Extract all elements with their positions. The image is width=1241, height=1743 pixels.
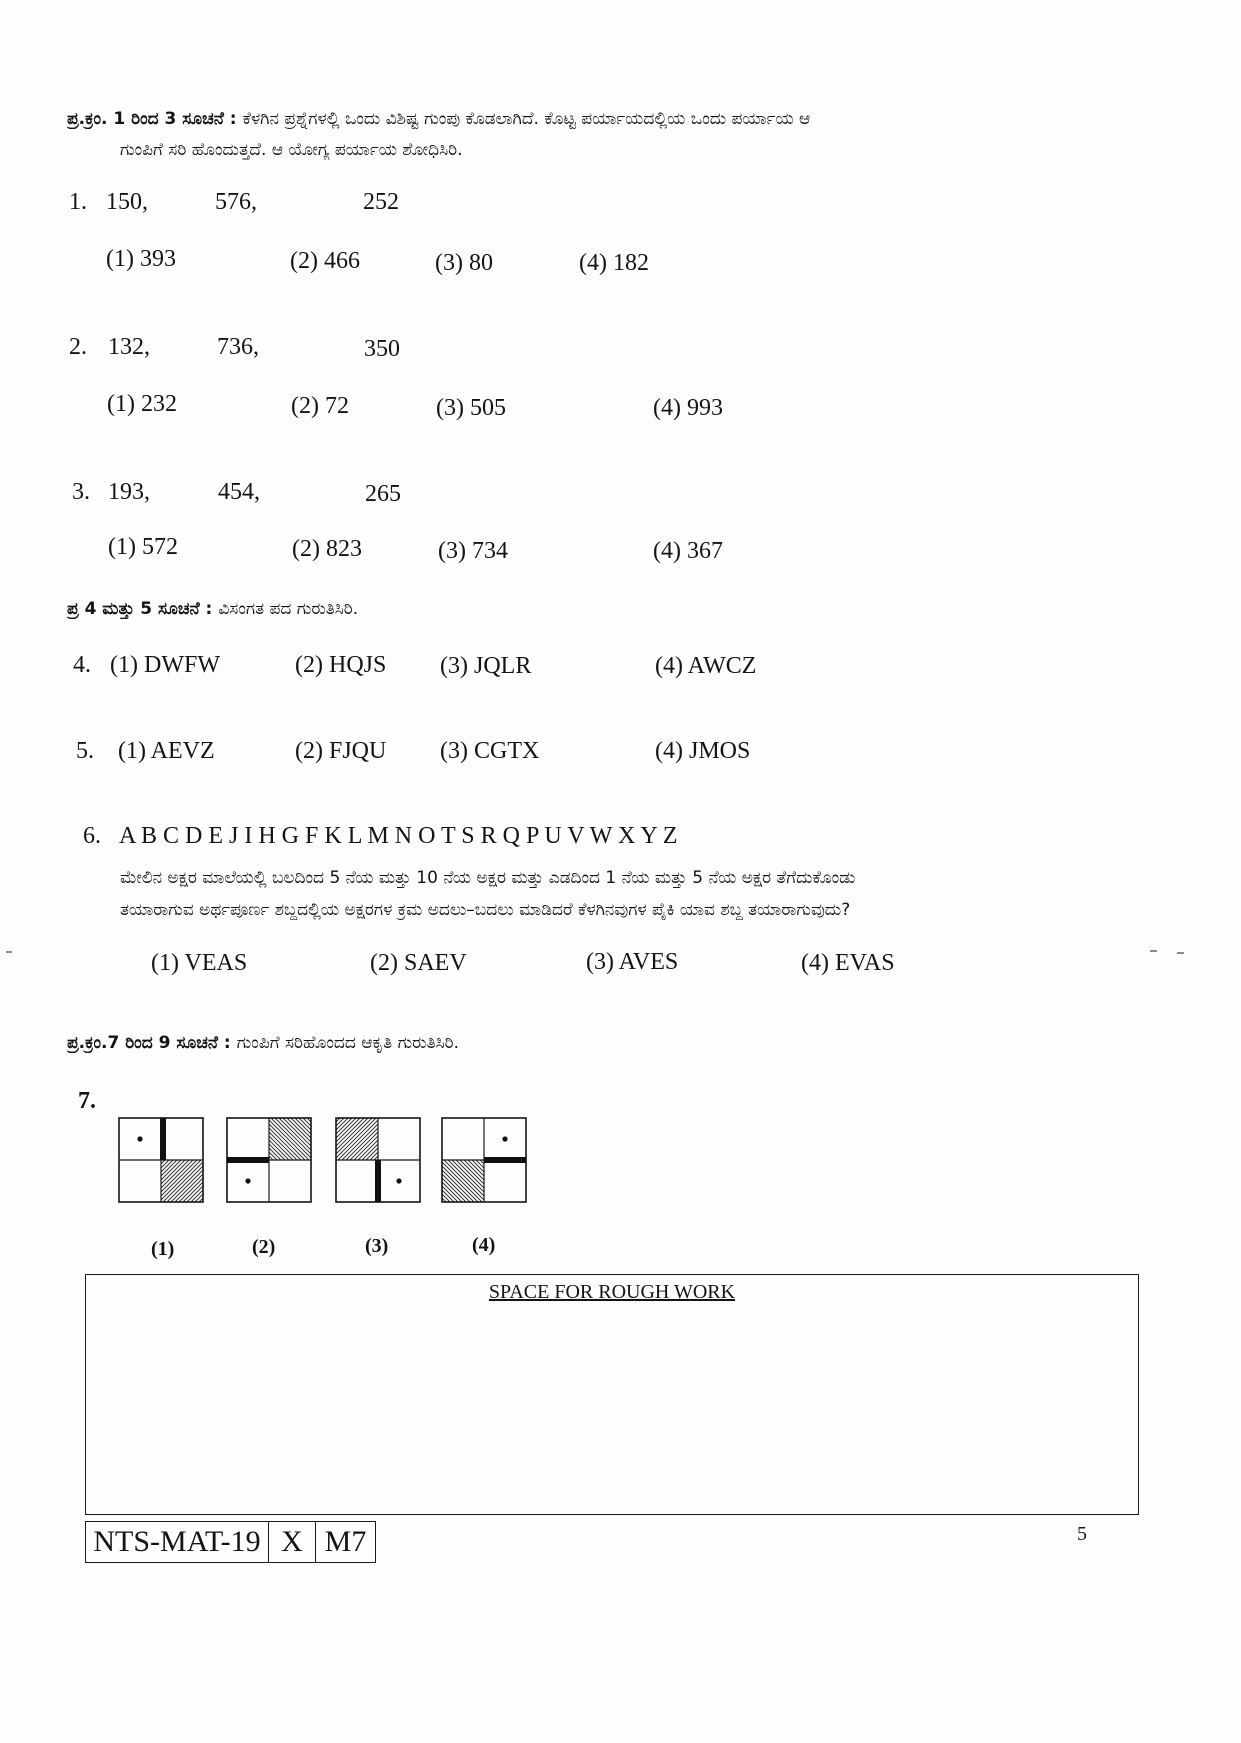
figure-group [336,1118,420,1202]
instruction-q7-9 [67,1033,459,1053]
figure-thick-bar [160,1118,166,1160]
question-term: 736, [217,334,259,360]
figure-dot [502,1136,507,1141]
question-number: 2. [69,334,87,360]
figure-hatch-line [171,1170,203,1202]
question-number: 1. [69,189,87,215]
answer-option-2: (2) FJQU [295,738,387,764]
figure-hatch-line [336,1118,352,1134]
figure-hatch-line [161,1160,193,1192]
instruction-text: ಕೆಳಗಿನ ಪ್ರಶ್ನೆಗಳಲ್ಲಿ ಒಂದು ವಿಶಿಷ್ಟ ಗುಂಪು ಕೊಡಲಾಗಿದೆ. ಕೊಟ್ಟ ಪರ್ಯಾಯದಲ್ಲಿಯ ಒಂದು ಪರ್ಯಾಯ ಆ [242,109,811,129]
figure-hatch-line [452,1160,484,1192]
figure-hatch-line [442,1170,474,1202]
figure-hatch-line [303,1118,311,1126]
figure-hatch-line [442,1186,458,1202]
question-term: 576, [215,189,257,215]
paper-version: M7 [324,1525,367,1558]
paper-code-box [85,1521,376,1563]
scan-artifact [1177,952,1184,954]
question-number: 6. [83,823,101,849]
figure-group [119,1118,203,1202]
answer-option-1: (1) VEAS [151,950,248,976]
figure-hatch-line [346,1128,378,1160]
scan-artifact [6,951,12,953]
answer-option-1: (1) AEVZ [118,738,215,764]
question-text-line-1: ಮೇಲಿನ ಅಕ್ಷರ ಮಾಲೆಯಲ್ಲಿ ಬಲದಿಂದ 5 ನೆಯ ಮತ್ತು 10 ನೆಯ ಅಕ್ಷರ ಮತ್ತು ಎಡದಿಂದ 1 ನೆಯ ಮತ್ತು 5 ನೆಯ ಅಕ್ಷರ ತೆಗೆದುಕೊಂಡು [120,868,856,888]
question-term: 350 [364,336,400,362]
figure-hatch-line [161,1160,177,1176]
question-term: 132, [108,334,150,360]
rough-work-title: SPACE FOR ROUGH WORK [488,1281,736,1303]
figure-hatch-line [279,1118,311,1150]
figure-hatch-line [442,1182,462,1202]
instruction-label: ಪ್ರ.ಕ್ರಂ. 1 ರಿಂದ 3 ಸೂಚನೆ : [67,109,237,129]
question-term: 252 [363,189,399,215]
figure-hatch-line [362,1144,378,1160]
figure-option-1 [117,1116,205,1204]
figure-thick-bar [375,1160,381,1202]
answer-option-4: (4) EVAS [801,950,895,976]
figure-hatch-line [187,1186,203,1202]
figure-hatch-line [476,1160,484,1168]
figure-label-1: (1) [151,1238,175,1260]
figure-hatch-line [336,1118,356,1138]
figure-hatch-line [161,1160,181,1180]
figure-hatch-line [269,1140,289,1160]
answer-option-1: (1) 572 [108,534,178,560]
figure-hatch-line [442,1194,450,1202]
answer-option-3: (3) 734 [438,538,508,564]
answer-option-2: (2) 466 [290,248,360,274]
answer-option-4: (4) 367 [653,538,723,564]
question-number: 5. [76,738,94,764]
question-term: 265 [365,481,401,507]
letter-series: A B C D E J I H G F K L M N O T S R Q P U V W X Y Z [119,823,678,849]
instruction-label: ಪ್ರ 4 ಮತ್ತು 5 ಸೂಚನೆ : [67,599,213,619]
figure-hatch-line [291,1118,311,1138]
question-text-line-2: ತಯಾರಾಗುವ ಅರ್ಥಪೂರ್ಣ ಶಬ್ದದಲ್ಲಿಯ ಅಕ್ಷರಗಳ ಕ್ರಮ ಅದಲು–ಬದಲು ಮಾಡಿದರೆ ಕೆಳಗಿನವುಗಳ ಪೈಕಿ ಯಾವ ಶಬ್ದ ತಯಾರಾಗುವುದು? [120,900,851,920]
instruction-text: ಗುಂಪಿಗೆ ಸರಿಹೊಂದದ ಆಕೃತಿ ಗುರುತಿಸಿರಿ. [236,1033,460,1053]
figure-group [227,1118,311,1202]
figure-hatch-line [464,1160,484,1180]
figure-thick-bar [484,1157,526,1163]
question-term: 454, [218,479,260,505]
figure-hatch-line [370,1152,378,1160]
answer-option-4: (4) 182 [579,250,649,276]
question-term: 193, [108,479,150,505]
figure-dot [245,1178,250,1183]
figure-hatch [336,1118,378,1160]
paper-code: NTS-MAT-19 [86,1522,269,1562]
figure-hatch-line [161,1160,169,1168]
answer-option-4: (4) AWCZ [655,653,757,679]
answer-option-2: (2) SAEV [370,950,467,976]
scan-artifact [1150,950,1157,952]
figure-hatch-line [336,1118,368,1150]
question-number: 4. [73,652,91,678]
figure-hatch-line [336,1118,344,1126]
question-number: 7. [78,1088,96,1114]
answer-option-3: (3) JQLR [440,653,532,679]
figure-hatch-line [269,1152,277,1160]
figure-hatch-line [195,1194,203,1202]
answer-option-1: (1) 393 [106,246,176,272]
question-term: 150, [106,189,148,215]
figure-label-3: (3) [365,1235,389,1257]
class-code: X [269,1522,316,1562]
answer-option-1: (1) 232 [107,391,177,417]
instruction-line-1 [67,109,810,129]
figure-dot [396,1178,401,1183]
answer-option-4: (4) 993 [653,395,723,421]
figure-hatch [269,1118,311,1160]
page-number: 5 [1077,1523,1087,1545]
figure-option-4 [440,1116,528,1204]
answer-option-3: (3) 80 [435,250,493,276]
answer-option-2: (2) 72 [291,393,349,419]
answer-option-3: (3) CGTX [440,738,540,764]
rough-work-box [85,1274,1139,1515]
answer-option-2: (2) HQJS [295,652,387,678]
figure-hatch [442,1160,484,1202]
question-number: 3. [72,479,90,505]
figure-label-2: (2) [252,1236,276,1258]
instruction-text: ವಿಸಂಗತ ಪದ ಗುರುತಿಸಿರಿ. [218,599,359,619]
figure-hatch-line [468,1160,484,1176]
figure-dot [137,1136,142,1141]
figure-option-3 [334,1116,422,1204]
figure-option-2 [225,1116,313,1204]
answer-option-1: (1) DWFW [110,652,220,678]
figure-hatch [161,1160,203,1202]
figure-group [442,1118,526,1202]
figure-hatch-line [269,1128,301,1160]
instruction-line-2: ಗುಂಪಿಗೆ ಸರಿ ಹೊಂದುತ್ತದೆ. ಆ ಯೋಗ್ಯ ಪರ್ಯಾಯ ಶೋಧಿಸಿರಿ. [120,140,463,160]
figure-hatch-line [295,1118,311,1134]
figure-hatch-line [269,1144,285,1160]
answer-option-4: (4) JMOS [655,738,751,764]
answer-option-3: (3) AVES [586,949,679,975]
answer-option-3: (3) 505 [436,395,506,421]
figure-label-4: (4) [472,1234,496,1256]
figure-hatch-line [183,1182,203,1202]
answer-option-2: (2) 823 [292,536,362,562]
figure-hatch-line [358,1140,378,1160]
instruction-q4-5 [67,599,358,619]
instruction-label: ಪ್ರ.ಕ್ರಂ.7 ರಿಂದ 9 ಸೂಚನೆ : [67,1033,231,1053]
figure-thick-bar [227,1157,269,1163]
